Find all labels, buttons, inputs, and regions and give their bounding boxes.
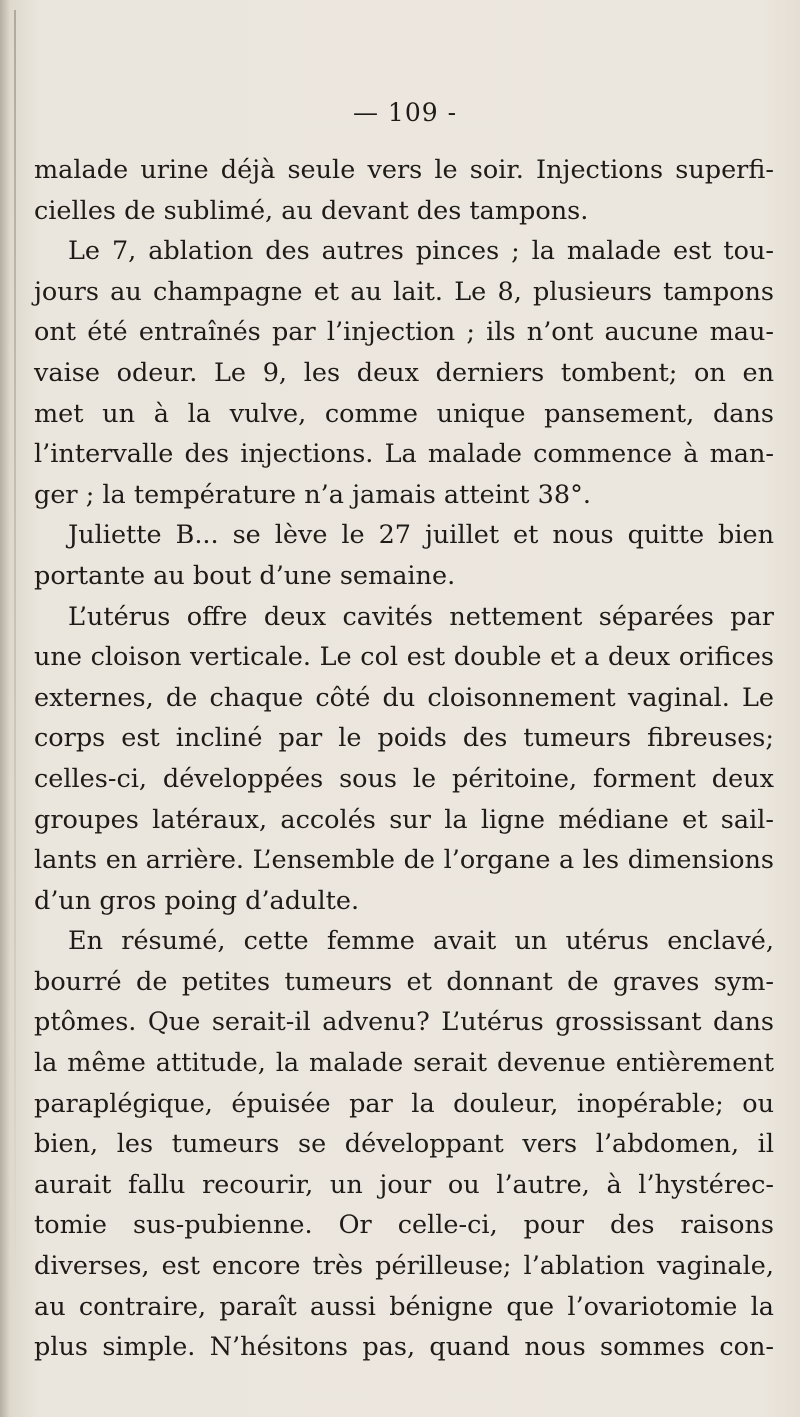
text-line: groupes latéraux, accolés sur la ligne médiane et sail- (34, 804, 774, 835)
text-line: ont été entraînés par l’injection ; ils n’ont aucune mau- (34, 317, 774, 348)
text-line: externes, de chaque côté du cloisonnement vaginal. Le (34, 682, 774, 713)
text-line: bourré de petites tumeurs et donnant de graves sym- (34, 966, 774, 997)
text-line: lants en arrière. L’ensemble de l’organe a les dimensions (34, 845, 774, 876)
text-line: ptômes. Que serait-il advenu? L’utérus grossissant dans (34, 1007, 774, 1038)
text-line: malade urine déjà seule vers le soir. Injections superfi- (34, 155, 774, 185)
text-line: Le 7, ablation des autres pinces ; la malade est tou- (68, 236, 774, 267)
text-line: aurait fallu recourir, un jour ou l’autre, à l’hystérec- (34, 1169, 774, 1200)
text-line: jours au champagne et au lait. Le 8, plusieurs tampons (34, 276, 774, 307)
text-line: portante au bout d’une semaine. (34, 560, 456, 591)
text-line: met un à la vulve, comme unique pansement, dans (34, 398, 774, 429)
text-line: d’un gros poing d’adulte. (34, 885, 360, 916)
text-line: paraplégique, épuisée par la douleur, inopérable; ou (34, 1088, 774, 1119)
text-line: l’intervalle des injections. La malade commence à man- (34, 439, 774, 470)
text-line: tomie sus-pubienne. Or celle-ci, pour des raisons (34, 1210, 774, 1241)
text-line: En résumé, cette femme avait un utérus enclavé, (68, 926, 774, 957)
text-line: celles-ci, développées sous le péritoine, forment deux (34, 763, 774, 794)
text-line: corps est incliné par le poids des tumeurs fibreuses; (34, 723, 774, 754)
text-line: une cloison verticale. Le col est double et a deux orifices (34, 642, 774, 673)
text-line: Juliette B... se lève le 27 juillet et nous quitte bien (68, 520, 774, 551)
text-line: la même attitude, la malade serait devenue entièrement (34, 1048, 774, 1079)
text-line: au contraire, paraît aussi bénigne que l’ovariotomie la (34, 1291, 774, 1322)
binding-shadow (0, 0, 10, 1417)
page-number: — 109 - (352, 98, 458, 127)
text-line: bien, les tumeurs se développant vers l’abdomen, il (34, 1129, 774, 1160)
body-text (34, 150, 774, 1368)
text-line: diverses, est encore très périlleuse; l’ablation vaginale, (34, 1251, 774, 1282)
text-line: cielles de sublimé, au devant des tampons. (34, 195, 589, 226)
text-line: vaise odeur. Le 9, les deux derniers tombent; on en (34, 357, 774, 388)
binding-edge (14, 10, 16, 1310)
text-line: plus simple. N’hésitons pas, quand nous sommes con- (34, 1332, 774, 1363)
text-line: L’utérus offre deux cavités nettement séparées par (68, 601, 774, 632)
text-line: ger ; la température n’a jamais atteint 38°. (34, 479, 591, 510)
